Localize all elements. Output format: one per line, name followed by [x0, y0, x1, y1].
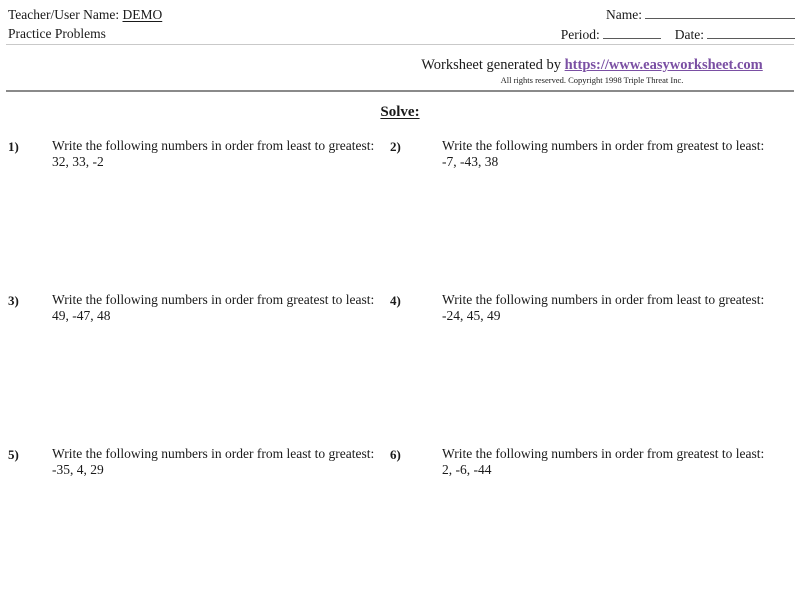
problem-body: [52, 292, 382, 323]
problem-5: [0, 446, 390, 477]
problem-body: [442, 292, 792, 323]
problem-number: 5): [8, 447, 19, 462]
problem-1: [0, 138, 390, 292]
problem-4: [390, 292, 800, 446]
problem-prompt: Write the following numbers in order from least to greatest:: [442, 292, 765, 307]
period-date-field-row: [561, 25, 795, 45]
header-divider-light: [6, 44, 794, 45]
problem-row: [0, 138, 800, 292]
problem-row: [0, 292, 800, 446]
teacher-name-label: Teacher/User Name:: [8, 7, 120, 22]
teacher-name-line: [8, 5, 162, 24]
teacher-name-value: DEMO: [122, 7, 163, 22]
problem-values: 49, -47, 48: [52, 307, 111, 323]
generator-credit-prefix: Worksheet generated by: [421, 57, 565, 73]
problem-number: 2): [390, 139, 401, 154]
problem-prompt: Write the following numbers in order from least to greatest:: [52, 138, 375, 153]
problem-number: 3): [8, 293, 19, 308]
easyworksheet-link[interactable]: https://www.easyworksheet.com: [564, 57, 763, 73]
worksheet-header: [0, 0, 800, 45]
problem-body: [52, 446, 382, 477]
generator-credit-line: [392, 56, 792, 74]
problem-number: 6): [390, 447, 401, 462]
problem-values: -7, -43, 38: [442, 153, 499, 169]
problem-number: 4): [390, 293, 401, 308]
problems-grid: [0, 138, 800, 477]
date-field-blank[interactable]: [707, 25, 795, 39]
period-field-label: Period:: [560, 27, 600, 42]
date-field-label: Date:: [674, 27, 704, 42]
problem-body: [442, 138, 792, 169]
name-field-blank[interactable]: [645, 5, 795, 19]
problem-body: [442, 446, 792, 477]
header-divider-dark: [6, 90, 794, 92]
problem-2: [390, 138, 800, 292]
problem-number: 1): [8, 139, 19, 154]
copyright-notice: All rights reserved. Copyright 1998 Triple Threat Inc.: [500, 75, 684, 85]
worksheet-subtitle: Practice Problems: [8, 26, 106, 41]
generator-credit-block: [392, 56, 792, 86]
student-info-block: [561, 5, 795, 45]
problem-body: [52, 138, 382, 169]
problem-row: [0, 446, 800, 477]
problem-values: -35, 4, 29: [52, 461, 104, 477]
teacher-info-block: [8, 5, 162, 43]
problem-values: 32, 33, -2: [52, 153, 104, 169]
page-title: Solve:: [380, 104, 420, 120]
name-field-row: [561, 5, 795, 25]
name-field-label: Name:: [606, 7, 642, 22]
problem-6: [390, 446, 800, 477]
problem-3: [0, 292, 390, 446]
period-field-blank[interactable]: [603, 25, 661, 39]
problem-values: -24, 45, 49: [442, 307, 501, 323]
problem-prompt: Write the following numbers in order from least to greatest:: [52, 446, 375, 461]
problem-prompt: Write the following numbers in order from greatest to least:: [52, 292, 375, 307]
problem-prompt: Write the following numbers in order from greatest to least:: [442, 446, 765, 461]
problem-prompt: Write the following numbers in order from greatest to least:: [442, 138, 765, 153]
problem-values: 2, -6, -44: [442, 461, 492, 477]
